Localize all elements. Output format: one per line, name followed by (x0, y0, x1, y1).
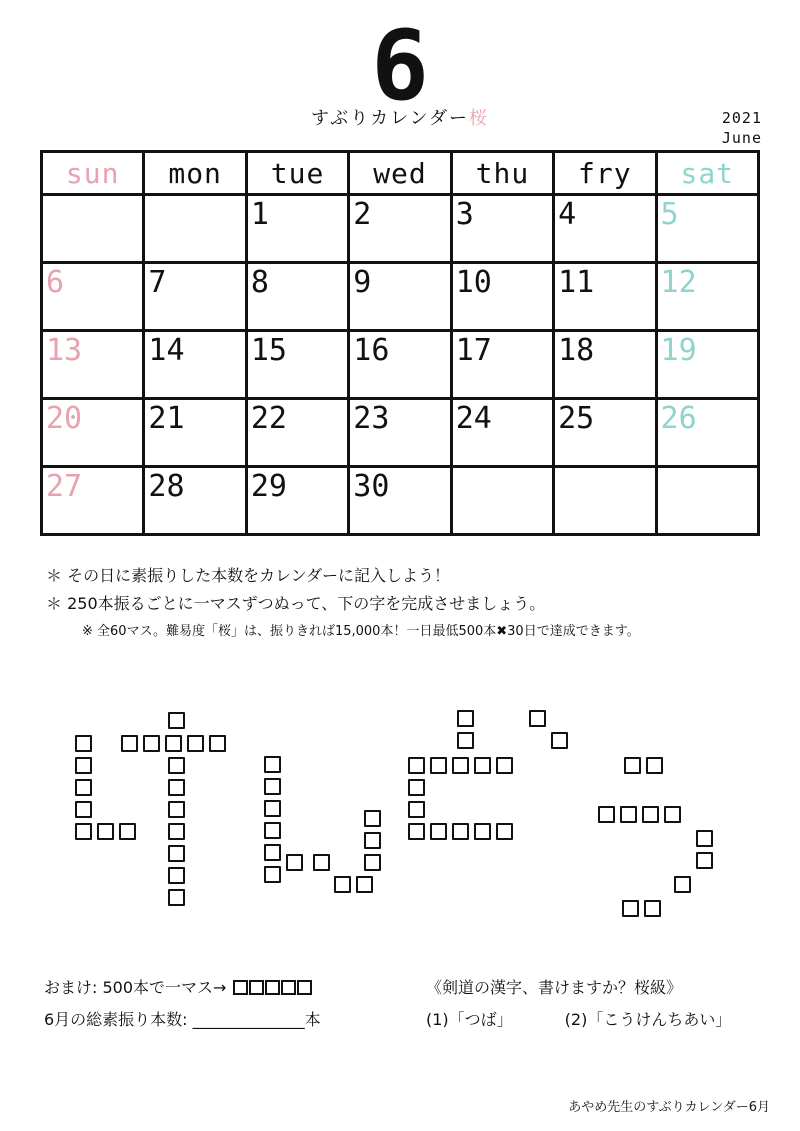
day-cell[interactable]: 3 (451, 195, 553, 263)
fill-square[interactable] (119, 823, 136, 840)
week-row (42, 467, 759, 535)
day-cell[interactable]: 18 (554, 331, 656, 399)
fill-square[interactable] (474, 823, 491, 840)
year-label: 2021 (721, 109, 762, 127)
fill-square[interactable] (264, 822, 281, 839)
fill-square[interactable] (168, 823, 185, 840)
day-cell[interactable] (451, 467, 553, 535)
fill-square[interactable] (408, 801, 425, 818)
fill-square[interactable] (624, 757, 641, 774)
total-swings-line: 6月の総素振り本数: ______________本 (44, 1010, 321, 1029)
fill-square[interactable] (364, 854, 381, 871)
day-cell[interactable]: 24 (451, 399, 553, 467)
fill-square[interactable] (457, 710, 474, 727)
fill-square[interactable] (264, 844, 281, 861)
bonus-square[interactable] (249, 980, 264, 995)
fill-square[interactable] (551, 732, 568, 749)
day-cell[interactable]: 10 (451, 263, 553, 331)
fill-square[interactable] (75, 735, 92, 752)
day-cell[interactable]: 30 (349, 467, 451, 535)
fill-square[interactable] (187, 735, 204, 752)
weekday-sat: sat (656, 152, 758, 195)
weekday-mon: mon (144, 152, 246, 195)
instruction-note: ※ 全60マス。難易度「桜」は、振りきれば15,000本！一日最低500本✖30日で達成できます。 (82, 624, 640, 639)
quiz-questions (426, 1004, 731, 1036)
month-name-label: June (721, 129, 762, 147)
week-row (42, 399, 759, 467)
day-cell[interactable]: 17 (451, 331, 553, 399)
calendar-title-accent: 桜 (468, 108, 489, 129)
fill-square[interactable] (168, 867, 185, 884)
fill-square[interactable] (334, 876, 351, 893)
fill-square[interactable] (286, 854, 303, 871)
day-cell[interactable]: 6 (42, 263, 144, 331)
fill-square[interactable] (622, 900, 639, 917)
day-cell[interactable] (42, 195, 144, 263)
day-cell[interactable]: 22 (246, 399, 348, 467)
fill-square[interactable] (664, 806, 681, 823)
day-cell[interactable]: 8 (246, 263, 348, 331)
footer-credit: あやめ先生のすぶりカレンダー6月 (568, 1100, 770, 1115)
weekday-sun: sun (42, 152, 144, 195)
calendar-title-main: すぶりカレンダー (311, 108, 469, 129)
day-cell[interactable] (554, 467, 656, 535)
day-cell[interactable] (656, 467, 758, 535)
fill-in-squares-area (0, 700, 800, 930)
year-month-label (722, 108, 762, 148)
fill-square[interactable] (168, 757, 185, 774)
calendar-title (0, 104, 800, 130)
fill-square[interactable] (496, 823, 513, 840)
week-row (42, 331, 759, 399)
week-row (42, 263, 759, 331)
fill-square[interactable] (364, 832, 381, 849)
day-cell[interactable]: 12 (656, 263, 758, 331)
fill-square[interactable] (452, 757, 469, 774)
day-cell[interactable]: 25 (554, 399, 656, 467)
instruction-line-2: ＊ 250本振るごとに一マスずつぬって、下の字を完成させましょう。 (46, 594, 546, 613)
quiz-question-1: (1)「つば」 (426, 1010, 513, 1029)
fill-square[interactable] (168, 889, 185, 906)
fill-square[interactable] (75, 801, 92, 818)
quiz-question-2: (2)「こうけんちあい」 (564, 1010, 732, 1029)
fill-square[interactable] (75, 823, 92, 840)
bonus-square[interactable] (281, 980, 296, 995)
quiz-title: 《剣道の漢字、書けますか？桜級》 (426, 978, 683, 997)
fill-square[interactable] (97, 823, 114, 840)
weekday-tue: tue (246, 152, 348, 195)
fill-square[interactable] (168, 845, 185, 862)
weekday-fri: fry (554, 152, 656, 195)
fill-square[interactable] (264, 866, 281, 883)
day-cell[interactable]: 19 (656, 331, 758, 399)
fill-square[interactable] (642, 806, 659, 823)
bonus-label: おまけ: 500本で一マス→ (44, 978, 227, 997)
fill-square[interactable] (646, 757, 663, 774)
fill-square[interactable] (644, 900, 661, 917)
fill-square[interactable] (168, 712, 185, 729)
bonus-square[interactable] (233, 980, 248, 995)
day-cell[interactable]: 20 (42, 399, 144, 467)
bonus-line-1 (44, 972, 321, 1004)
fill-square[interactable] (264, 778, 281, 795)
fill-square[interactable] (313, 854, 330, 871)
day-cell[interactable]: 7 (144, 263, 246, 331)
day-cell[interactable]: 13 (42, 331, 144, 399)
fill-square[interactable] (696, 830, 713, 847)
fill-square[interactable] (264, 800, 281, 817)
day-cell[interactable]: 14 (144, 331, 246, 399)
day-cell[interactable] (144, 195, 246, 263)
day-cell[interactable]: 11 (554, 263, 656, 331)
calendar-grid (40, 150, 760, 536)
weekday-wed: wed (349, 152, 451, 195)
day-cell[interactable]: 16 (349, 331, 451, 399)
fill-square[interactable] (408, 823, 425, 840)
fill-square[interactable] (620, 806, 637, 823)
bonus-section (44, 972, 321, 1036)
fill-square[interactable] (209, 735, 226, 752)
weekday-thu: thu (451, 152, 553, 195)
instruction-line-1: ＊ その日に素振りした本数をカレンダーに記入しよう！ (46, 566, 451, 585)
fill-square[interactable] (457, 732, 474, 749)
fill-square[interactable] (529, 710, 546, 727)
kanji-quiz (426, 972, 731, 1036)
fill-square[interactable] (75, 757, 92, 774)
day-cell[interactable]: 1 (246, 195, 348, 263)
day-cell[interactable]: 5 (656, 195, 758, 263)
fill-square[interactable] (264, 756, 281, 773)
fill-square[interactable] (168, 801, 185, 818)
month-number: 6 (371, 10, 429, 122)
fill-square[interactable] (168, 779, 185, 796)
fill-square[interactable] (474, 757, 491, 774)
day-cell[interactable]: 27 (42, 467, 144, 535)
weekday-header-row (42, 152, 759, 195)
fill-square[interactable] (121, 735, 138, 752)
fill-square[interactable] (430, 757, 447, 774)
day-cell[interactable]: 15 (246, 331, 348, 399)
day-cell[interactable]: 26 (656, 399, 758, 467)
day-cell[interactable]: 21 (144, 399, 246, 467)
day-cell[interactable]: 9 (349, 263, 451, 331)
instructions (46, 562, 640, 646)
fill-square[interactable] (452, 823, 469, 840)
fill-square[interactable] (165, 735, 182, 752)
bonus-square[interactable] (297, 980, 312, 995)
fill-square[interactable] (75, 779, 92, 796)
day-cell[interactable]: 28 (144, 467, 246, 535)
day-cell[interactable]: 29 (246, 467, 348, 535)
fill-square[interactable] (598, 806, 615, 823)
fill-square[interactable] (364, 810, 381, 827)
fill-square[interactable] (356, 876, 373, 893)
day-cell[interactable]: 23 (349, 399, 451, 467)
fill-square[interactable] (408, 779, 425, 796)
fill-square[interactable] (674, 876, 691, 893)
bonus-square[interactable] (265, 980, 280, 995)
day-cell[interactable]: 4 (554, 195, 656, 263)
fill-square[interactable] (496, 757, 513, 774)
fill-square[interactable] (408, 757, 425, 774)
fill-square[interactable] (430, 823, 447, 840)
fill-square[interactable] (143, 735, 160, 752)
day-cell[interactable]: 2 (349, 195, 451, 263)
fill-square[interactable] (696, 852, 713, 869)
week-row (42, 195, 759, 263)
